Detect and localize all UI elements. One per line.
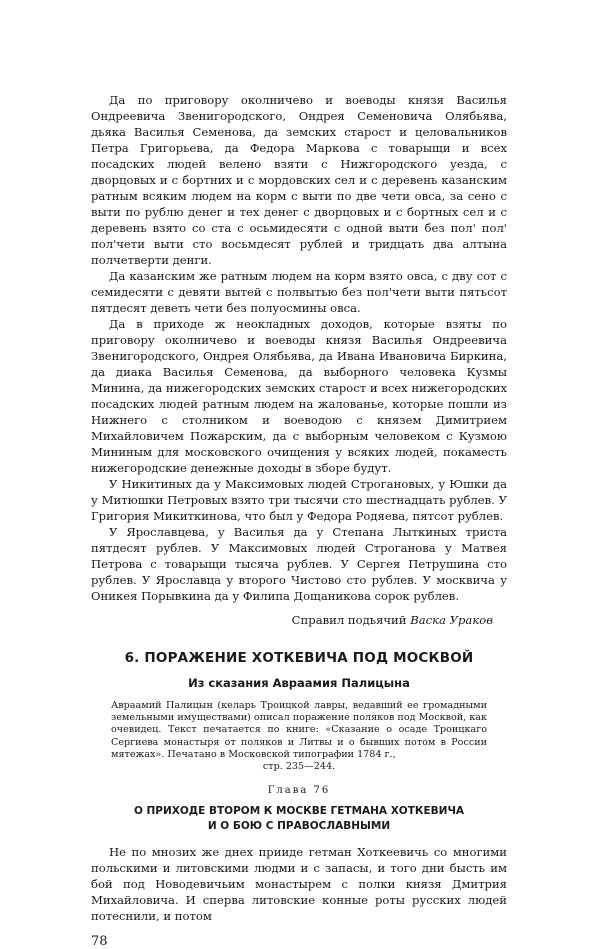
- chapter-title: [91, 804, 507, 834]
- page-number: 78: [91, 934, 108, 949]
- book-page: [91, 92, 507, 949]
- intro-note: Авраамий Палицын (келарь Троицкой лавры, ведавший ее громадными земельными имуществами) описал поражение поляков под Москвой, как очевидец. Текст печатается по книге: «Сказание о осаде Троицкаго Сергиева монастыря от поляков и Литвы и о бывших потом в России мятежах». Печатано в Московской типографии 1784 г.,: [111, 700, 487, 760]
- section-subtitle: Из сказания Авраамия Палицына: [188, 676, 410, 690]
- paragraph-3: Да в приходе ж неокладных доходов, которые взяты по приговору околничево и воеводы князя Василья Ондреевича Звенигородского, Ондрея Олябьява, да Ивана Ивановича Биркина, да диака Василья Семенова, да выборного человека Кузмы Минина, да нижегородских земских старост и всех нижегородских посадских людей ратным людем на жалованье, которые пошли из Нижнего с столником и воеводою с князем Димитрием Михайловичем Пожарским, да с выборным человеком с Кузмою Мининым для московского очищения у всяких людей, покаместь нижегородские денежные доходы в зборе будут.: [91, 317, 507, 475]
- signature: [91, 612, 493, 628]
- section-title: 6. ПОРАЖЕНИЕ ХОТКЕВИЧА ПОД МОСКВОЙ: [124, 650, 474, 666]
- paragraph-1: Да по приговору околничево и воеводы князя Василья Ондреевича Звенигородского, Ондрея Семеновича Олябьява, дьяка Василья Семенова, да земских старост и целовальников Петра Григорьева, да Федора Маркова с товарыщи и всех посадских людей велено взяти с Нижгородского уезда, с дворцовых и с бортних и с мордовских сел и с деревень казанским ратным всяким людем на корм с выти по две чети овса, за сено с выти по рублю денег и тех денег с дворцовых и с бортных сел и с деревень взято со ста с осьмидесяти с одной выти без пол' пол' пол'чети выти сто восьмдесят рублей и тридцать два алтына полчетверти денги.: [91, 93, 507, 267]
- chapter-title-line-2: И О БОЮ С ПРАВОСЛАВНЫМИ: [207, 820, 391, 833]
- paragraph-5: У Ярославцева, у Василья да у Степана Лыткиных триста пятдесят рублев. У Максимовых людей Строганова у Матвея Петрова с товарыщи тысяча рублев. У Сергея Петрушина сто рублев. У Ярославца у второго Чистово сто рублев. У москвича у Оникея Порывкина да у Филипа Дощаникова сорок рублев.: [91, 525, 507, 603]
- chapter-title-line-1: О ПРИХОДЕ ВТОРОМ К МОСКВЕ ГЕТМАНА ХОТКЕВИЧА: [133, 805, 465, 818]
- chapter-label: Глава 76: [267, 785, 331, 797]
- chapter-text: Не по мнозих же днех прииде гетман Хоткеевичь со многими польскими и литовскими людми и с запасы, и того дни бысть им бой под Новодевичьим монастырем с полки князя Дмитрия Михайловича. И сперва литовские конные роты русских людей потеснили, и потом: [91, 845, 507, 924]
- signature-name: Васка Ураков: [410, 613, 493, 627]
- signature-prefix: Справил подьячий: [291, 613, 407, 627]
- paragraph-2: Да казанским же ратным людем на корм взято овса, с дву сот с семидесяти с девяти вытей с полвытью без пол'чети выти пятьсот пятдесят деветь чети без полуосмины овса.: [91, 269, 507, 315]
- paragraph-4: У Никитиных да у Максимовых людей Строгановых, у Юшки да у Митюшки Петровых взято три тысячи сто шестнадцать рублев. У Григория Микиткинова, что был у Федора Родяева, пятсот рублев.: [91, 477, 507, 523]
- intro-pages: стр. 235—244.: [262, 761, 336, 773]
